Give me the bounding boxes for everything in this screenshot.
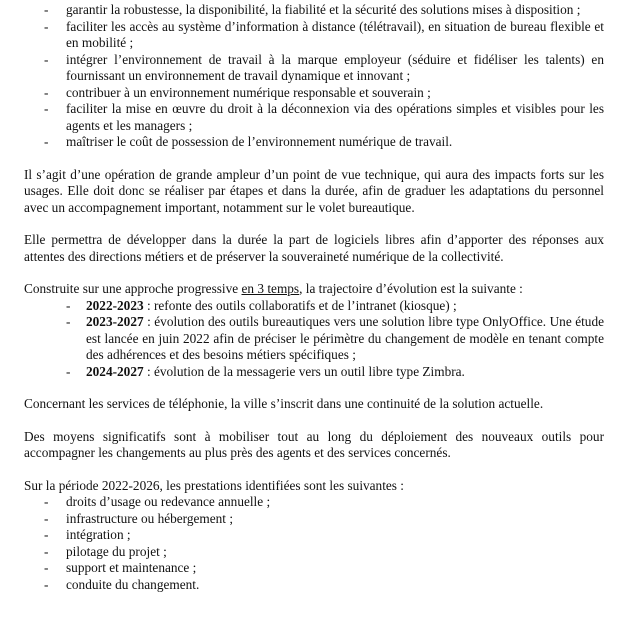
list-item-text: infrastructure ou hébergement ; — [66, 510, 234, 526]
trajectory-underlined: en 3 temps — [241, 281, 300, 296]
bullet-dash: - — [44, 527, 49, 542]
bullet-dash: - — [44, 560, 49, 575]
list-item-text: maîtriser le coût de possession de l’environnement numérique de travail. — [66, 134, 453, 149]
list-item — [24, 101, 604, 134]
list-item — [24, 560, 604, 577]
list-item-text: faciliter la mise en œuvre du droit à la déconnexion via des opérations simples et visibles pour les agents et les managers ; — [66, 101, 604, 133]
list-item-text: contribuer à un environnement numérique responsable et souverain ; — [66, 84, 431, 100]
list-item — [24, 544, 604, 561]
list-item-text: pilotage du projet ; — [66, 543, 167, 559]
paragraph-trajectory — [24, 281, 604, 298]
timeline-item — [24, 298, 604, 315]
bullet-dash: - — [44, 101, 49, 116]
timeline-item — [24, 314, 604, 364]
services-list — [24, 494, 604, 593]
bullet-dash: - — [44, 543, 49, 559]
list-item-text: conduite du changement. — [66, 576, 200, 592]
bullet-dash: - — [66, 297, 71, 313]
objectives-list — [24, 2, 604, 151]
timeline-text: : refonte des outils collaboratifs et de l’intranet (kiosque) ; — [143, 297, 457, 313]
bullet-dash: - — [66, 363, 71, 379]
timeline-item — [24, 364, 604, 381]
list-item — [24, 85, 604, 102]
bullet-dash: - — [44, 84, 49, 100]
trajectory-text-start: Construite sur une approche progressive — [24, 281, 242, 296]
bullet-dash: - — [44, 51, 49, 67]
list-item — [24, 19, 604, 52]
bullet-dash: - — [66, 314, 71, 329]
list-item — [24, 134, 604, 151]
paragraph-telephony: Concernant les services de téléphonie, la ville s’inscrit dans une continuité de la solution actuelle. — [24, 396, 544, 411]
timeline-text: : évolution de la messagerie vers un outil libre type Zimbra. — [143, 363, 465, 379]
bullet-dash: - — [44, 134, 49, 149]
list-item-text: support et maintenance ; — [66, 560, 197, 575]
list-item-text: garantir la robustesse, la disponibilité, la fiabilité et la sécurité des solutions mises à disposition ; — [66, 2, 581, 17]
bullet-dash: - — [44, 576, 49, 592]
paragraph-free-software: Elle permettra de développer dans la durée la part de logiciels libres afin d’apporter des réponses aux attentes des directions métiers et de préserver la souveraineté numérique de la collectivité. — [24, 232, 604, 264]
timeline-text: : évolution des outils bureautiques vers une solution libre type OnlyOffice. Une étude est lancée en juin 2022 afin de préciser le périmètre du changement de modèle en tenant compte des adhérences et des besoins métiers spécifiques ; — [86, 314, 604, 362]
timeline-years: 2024-2027 — [86, 363, 144, 379]
paragraph-operation: Il s’agit d’une opération de grande ampleur d’un point de vue technique, qui aura des impacts forts sur les usages. Elle doit donc se réaliser par étapes et dans la durée, afin de graduer les adaptations du personnel avec un accompagnement important, notamment sur le volet bureautique. — [24, 166, 604, 215]
list-item — [24, 2, 604, 19]
list-item — [24, 494, 604, 511]
list-item — [24, 511, 604, 528]
bullet-dash: - — [44, 494, 49, 509]
document-page — [24, 2, 604, 593]
list-item — [24, 52, 604, 85]
bullet-dash: - — [44, 2, 49, 17]
timeline-years: 2022-2023 — [86, 297, 144, 313]
paragraph-services-intro: Sur la période 2022-2026, les prestations identifiées sont les suivantes : — [24, 477, 405, 493]
trajectory-text-end: , la trajectoire d’évolution est la suivante : — [299, 281, 523, 296]
bullet-dash: - — [44, 510, 49, 526]
bullet-dash: - — [44, 18, 49, 34]
list-item-text: droits d’usage ou redevance annuelle ; — [66, 494, 271, 509]
list-item — [24, 577, 604, 594]
list-item-text: intégration ; — [66, 527, 131, 542]
list-item — [24, 527, 604, 544]
list-item-text: intégrer l’environnement de travail à la marque employeur (séduire et fidéliser les talents) en fournissant un environnement de travail dynamique et innovant ; — [66, 51, 604, 83]
paragraph-resources: Des moyens significatifs sont à mobiliser tout au long du déploiement des nouveaux outils pour accompagner les changements au plus près des agents et des services concernés. — [24, 428, 604, 460]
timeline-list — [24, 298, 604, 381]
list-item-text: faciliter les accès au système d’information à distance (télétravail), en situation de bureau flexible et en mobilité ; — [66, 18, 604, 50]
timeline-years: 2023-2027 — [86, 314, 144, 329]
